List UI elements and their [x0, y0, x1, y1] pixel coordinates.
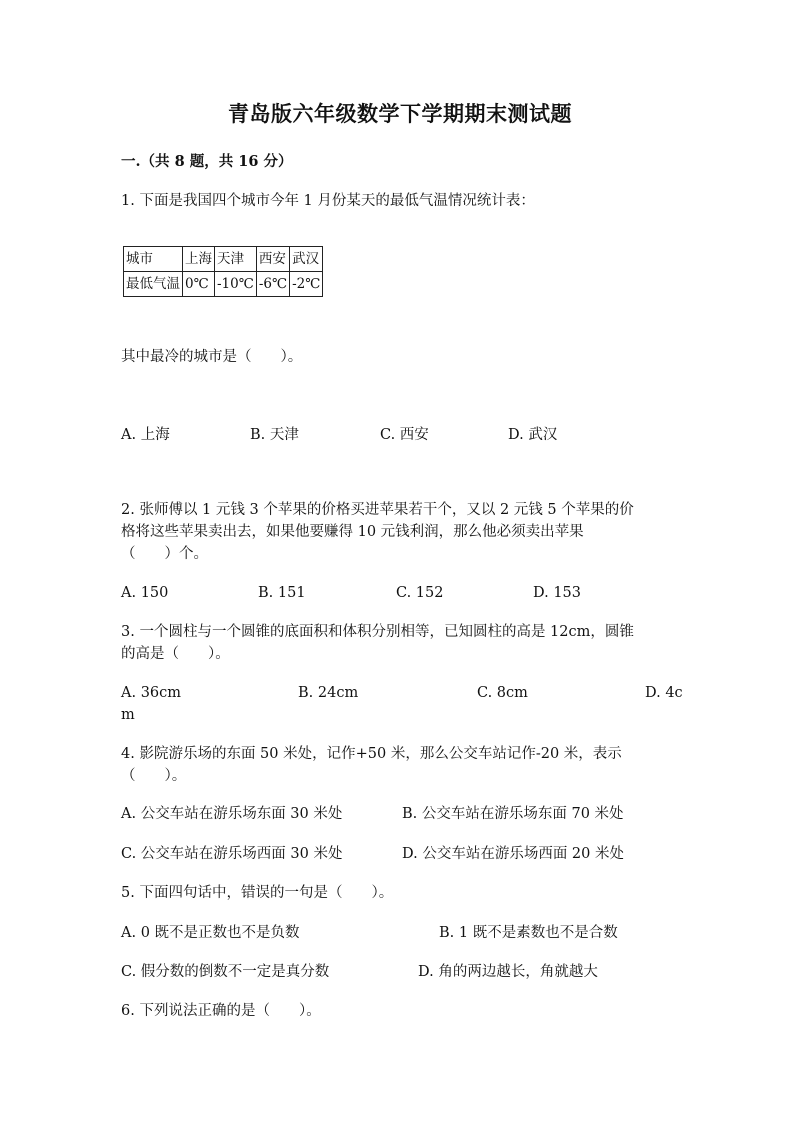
page-title: 青岛版六年级数学下学期期末测试题 — [228, 101, 572, 126]
temperature-table — [123, 246, 323, 297]
table-cell: 上海 — [183, 247, 215, 272]
option-d[interactable]: D. 153 — [533, 585, 582, 601]
question-2-line: 2. 张师傅以 1 元钱 3 个苹果的价格买进苹果若干个，又以 2 元钱 5 个苹果的价 — [121, 502, 634, 518]
table-cell: 武汉 — [290, 247, 323, 272]
option-d[interactable]: D. 武汉 — [508, 427, 558, 443]
question-4-line: （ ）。 — [121, 768, 187, 784]
question-3-line: 3. 一个圆柱与一个圆锥的底面积和体积分别相等，已知圆柱的高是 12cm，圆锥 — [121, 624, 634, 640]
table-cell: -2℃ — [290, 272, 323, 297]
option-a[interactable]: A. 150 — [121, 585, 169, 601]
option-a[interactable]: A. 36cm — [121, 685, 182, 701]
table-cell: 最低气温 — [124, 272, 183, 297]
option-a[interactable]: A. 上海 — [121, 427, 170, 443]
question-5-stem: 5. 下面四句话中，错误的一句是（ ）。 — [121, 885, 394, 901]
option-b[interactable]: B. 24cm — [298, 685, 359, 701]
option-c[interactable]: C. 假分数的倒数不一定是真分数 — [121, 964, 330, 980]
option-d[interactable]: D. 4c — [645, 685, 683, 701]
option-c[interactable]: C. 公交车站在游乐场西面 30 米处 — [121, 846, 343, 862]
question-2-line: （ ）个。 — [121, 546, 208, 562]
table-cell: -6℃ — [256, 272, 289, 297]
option-c[interactable]: C. 8cm — [477, 685, 528, 701]
option-d-wrap: m — [121, 707, 135, 723]
table-cell: 西安 — [256, 247, 289, 272]
option-c[interactable]: C. 西安 — [380, 427, 429, 443]
option-b[interactable]: B. 公交车站在游乐场东面 70 米处 — [402, 806, 624, 822]
option-b[interactable]: B. 1 既不是素数也不是合数 — [439, 925, 618, 941]
option-a[interactable]: A. 公交车站在游乐场东面 30 米处 — [121, 806, 343, 822]
question-2-line: 格将这些苹果卖出去，如果他要赚得 10 元钱利润，那么他必须卖出苹果 — [121, 524, 584, 540]
question-1-prompt: 其中最冷的城市是（ ）。 — [121, 349, 303, 365]
table-cell: 0℃ — [183, 272, 215, 297]
option-a[interactable]: A. 0 既不是正数也不是负数 — [121, 925, 300, 941]
table-row — [124, 272, 323, 297]
question-1-stem: 1. 下面是我国四个城市今年 1 月份某天的最低气温情况统计表： — [121, 193, 535, 209]
question-4-line: 4. 影院游乐场的东面 50 米处，记作+50 米，那么公交车站记作-20 米，表示 — [121, 746, 622, 762]
option-d[interactable]: D. 角的两边越长，角就越大 — [418, 964, 598, 980]
question-3-line: 的高是（ ）。 — [121, 646, 230, 662]
question-6-stem: 6. 下列说法正确的是（ ）。 — [121, 1003, 321, 1019]
option-b[interactable]: B. 151 — [258, 585, 306, 601]
option-d[interactable]: D. 公交车站在游乐场西面 20 米处 — [402, 846, 624, 862]
table-row — [124, 247, 323, 272]
table-cell: 天津 — [215, 247, 257, 272]
option-c[interactable]: C. 152 — [396, 585, 444, 601]
option-b[interactable]: B. 天津 — [250, 427, 299, 443]
table-cell: 城市 — [124, 247, 183, 272]
table-cell: -10℃ — [215, 272, 257, 297]
section-heading: 一.（共 8 题，共 16 分） — [121, 153, 293, 170]
